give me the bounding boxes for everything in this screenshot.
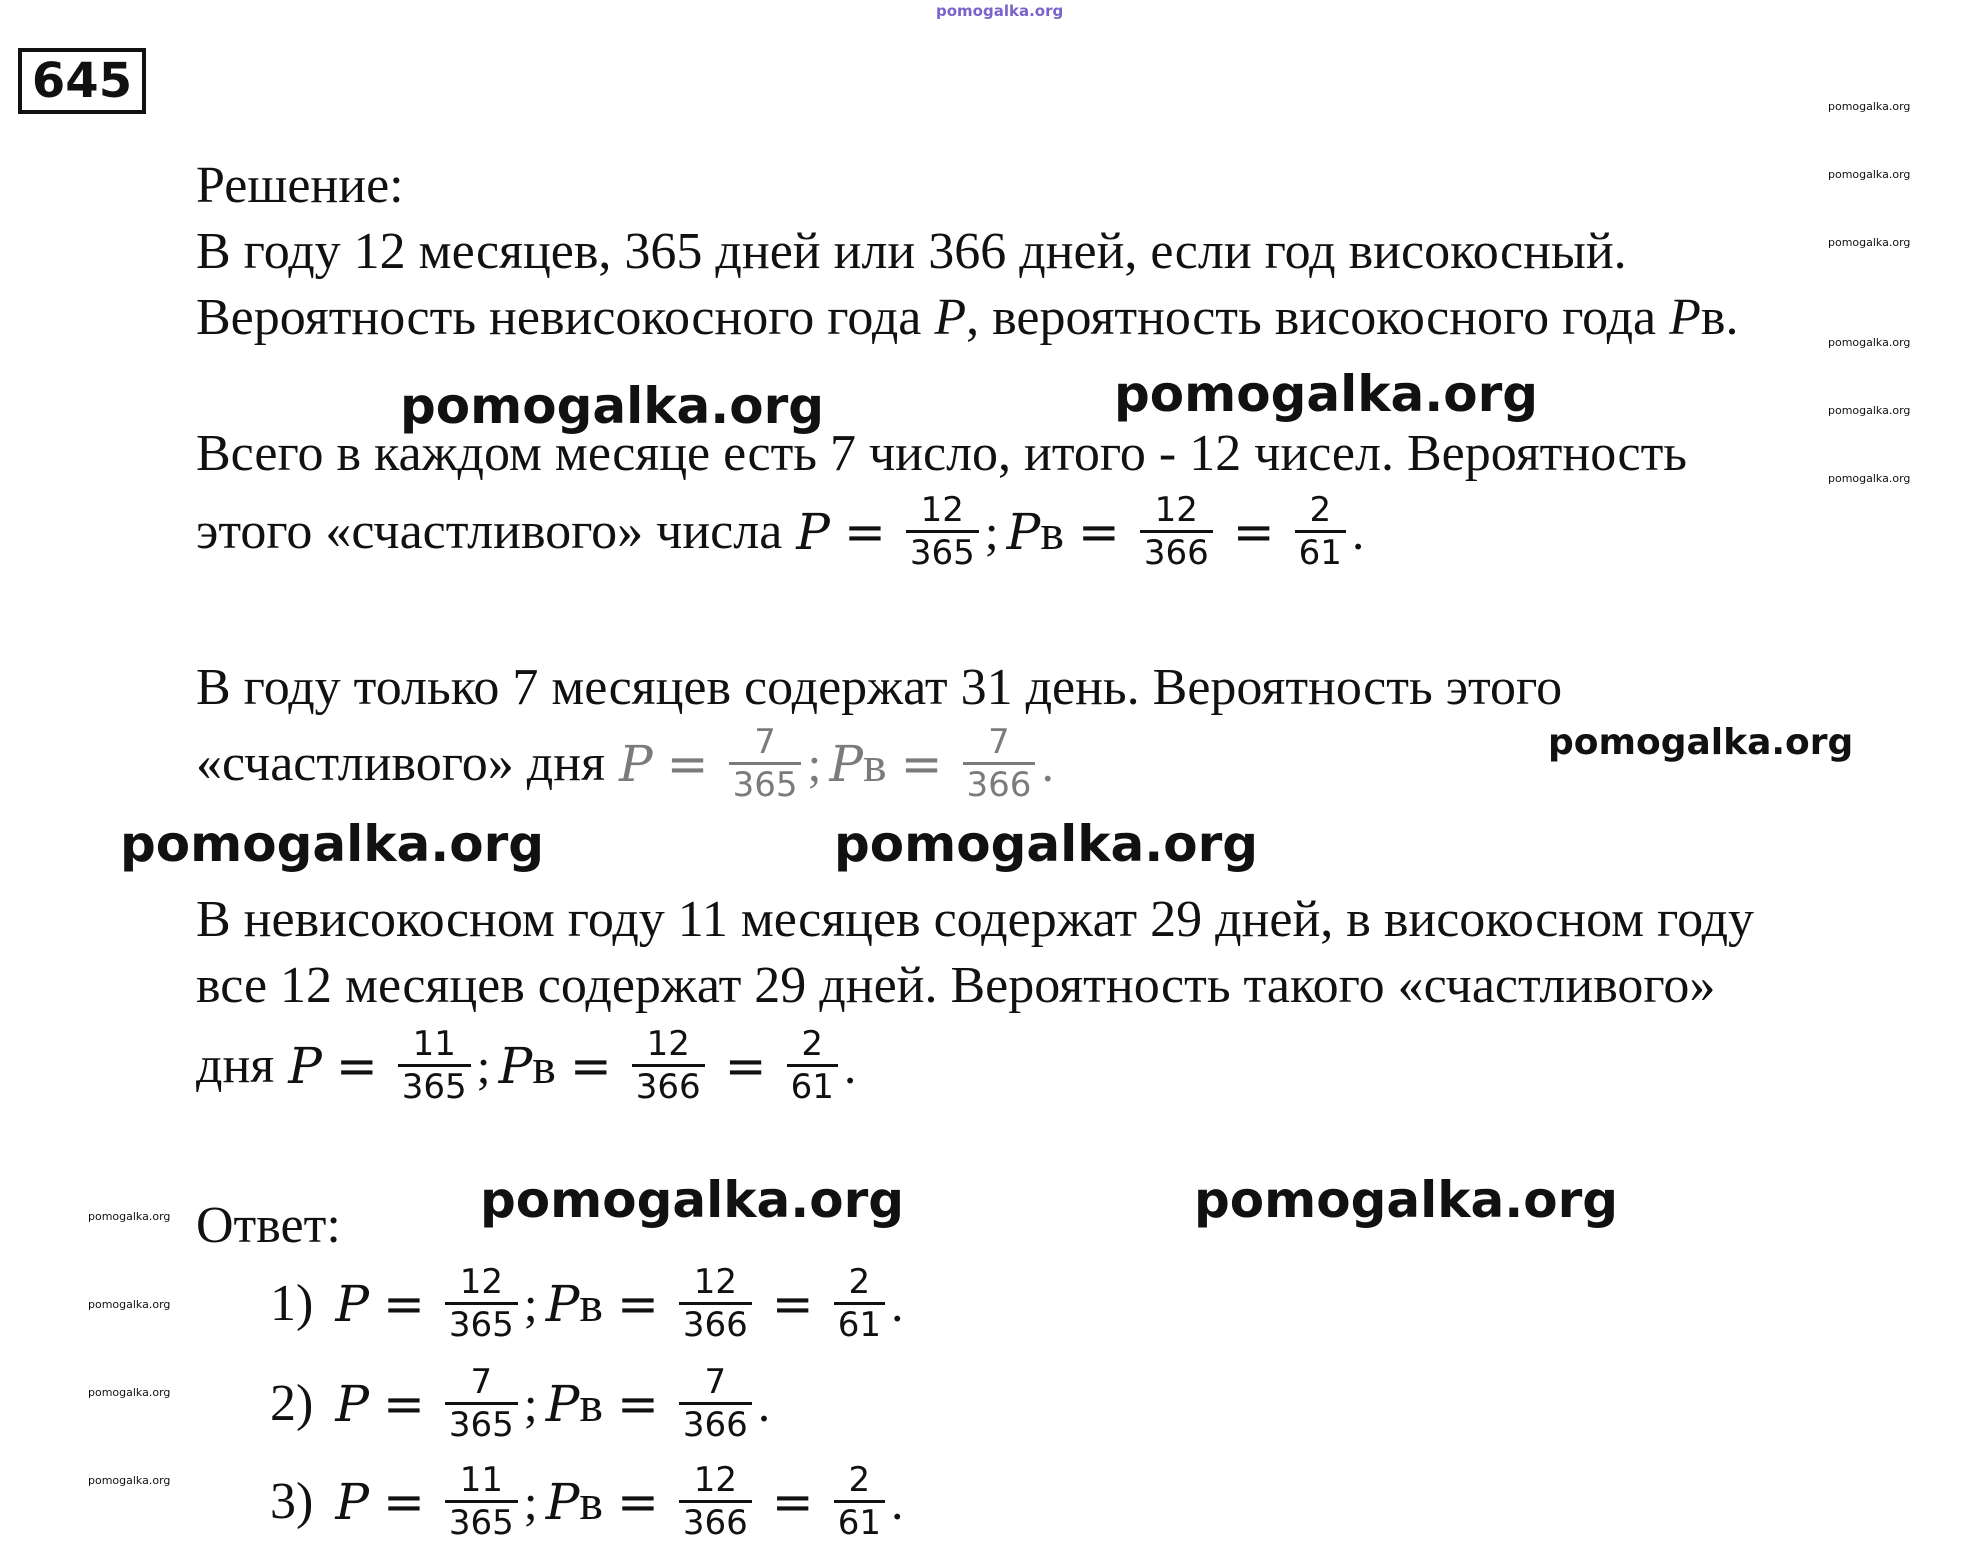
answer-label: Ответ: [196,1197,341,1254]
watermark-large: pomogalka.org [1194,1171,1619,1229]
para1-line1: В году 12 месяцев, 365 дней или 366 дней, если год високосный. [196,223,1627,280]
para4-line2: все 12 месяцев содержат 29 дней. Вероятность такого «счастливого» [196,957,1716,1014]
fraction: $\frac{2}{61}$ [834,1262,885,1345]
fraction: $\frac{7}{366}$ [963,722,1036,805]
fraction: $\frac{12}{366}$ [632,1024,705,1107]
watermark-small: pomogalka.org [1828,336,1911,349]
watermark-large: pomogalka.org [834,815,1259,873]
para4-line1: В невисокосном году 11 месяцев содержат 29 дней, в високосном году [196,891,1755,948]
fraction: $\frac{12}{366}$ [1140,490,1213,573]
para1-line2: Вероятность невисокосного года P, вероятность високосного года Pв. [196,289,1739,346]
watermark-large: pomogalka.org [1114,365,1539,423]
fraction: $\frac{7}{365}$ [729,722,802,805]
answer-item-1: 1) P = $\frac{12}{365}$ ; P в = $\frac{12}{366}$ = $\frac{2}{61}$ . [270,1262,904,1345]
fraction: $\frac{2}{61}$ [787,1024,838,1107]
watermark-medium: pomogalka.org [1548,722,1854,763]
para2-formula: этого «счастливого» числа P = $\frac{12}{365}$ ; P в = $\frac{12}{366}$ = $\frac{2}{61}$ . [196,490,1365,573]
watermark-small: pomogalka.org [1828,168,1911,181]
para4-formula: дня P = $\frac{11}{365}$ ; P в = $\frac{12}{366}$ = $\frac{2}{61}$ . [196,1024,857,1107]
watermark-large: pomogalka.org [120,815,545,873]
fraction: $\frac{7}{366}$ [679,1362,752,1445]
para3-formula: «счастливого» дня P = $\frac{7}{365}$ ; P в = $\frac{7}{366}$ . [196,722,1054,805]
watermark-small: pomogalka.org [88,1298,171,1311]
watermark-small: pomogalka.org [1828,100,1911,113]
fraction: $\frac{12}{366}$ [679,1460,752,1543]
watermark-small: pomogalka.org [1828,236,1911,249]
watermark-small: pomogalka.org [1828,404,1911,417]
fraction: $\frac{7}{365}$ [445,1362,518,1445]
watermark-large: pomogalka.org [480,1171,905,1229]
fraction: $\frac{11}{365}$ [398,1024,471,1107]
answer-item-2: 2) P = $\frac{7}{365}$ ; P в = $\frac{7}{366}$ . [270,1362,771,1445]
fraction: $\frac{12}{366}$ [679,1262,752,1345]
watermark-small: pomogalka.org [88,1386,171,1399]
solution-label: Решение: [196,157,404,214]
answer-item-3: 3) P = $\frac{11}{365}$ ; P в = $\frac{12}{366}$ = $\frac{2}{61}$ . [270,1460,904,1543]
fraction: $\frac{12}{365}$ [445,1262,518,1345]
watermark-small: pomogalka.org [88,1210,171,1223]
watermark-top: pomogalka.org [936,2,1064,20]
problem-number: 645 [18,48,146,114]
para3-line1: В году только 7 месяцев содержат 31 день. Вероятность этого [196,659,1563,716]
fraction: $\frac{12}{365}$ [906,490,979,573]
para2-line1: Всего в каждом месяце есть 7 число, итого - 12 чисел. Вероятность [196,425,1688,482]
fraction: $\frac{2}{61}$ [1295,490,1346,573]
fraction: $\frac{2}{61}$ [834,1460,885,1543]
watermark-large: pomogalka.org [400,377,825,435]
watermark-small: pomogalka.org [1828,472,1911,485]
watermark-small: pomogalka.org [88,1474,171,1487]
fraction: $\frac{11}{365}$ [445,1460,518,1543]
